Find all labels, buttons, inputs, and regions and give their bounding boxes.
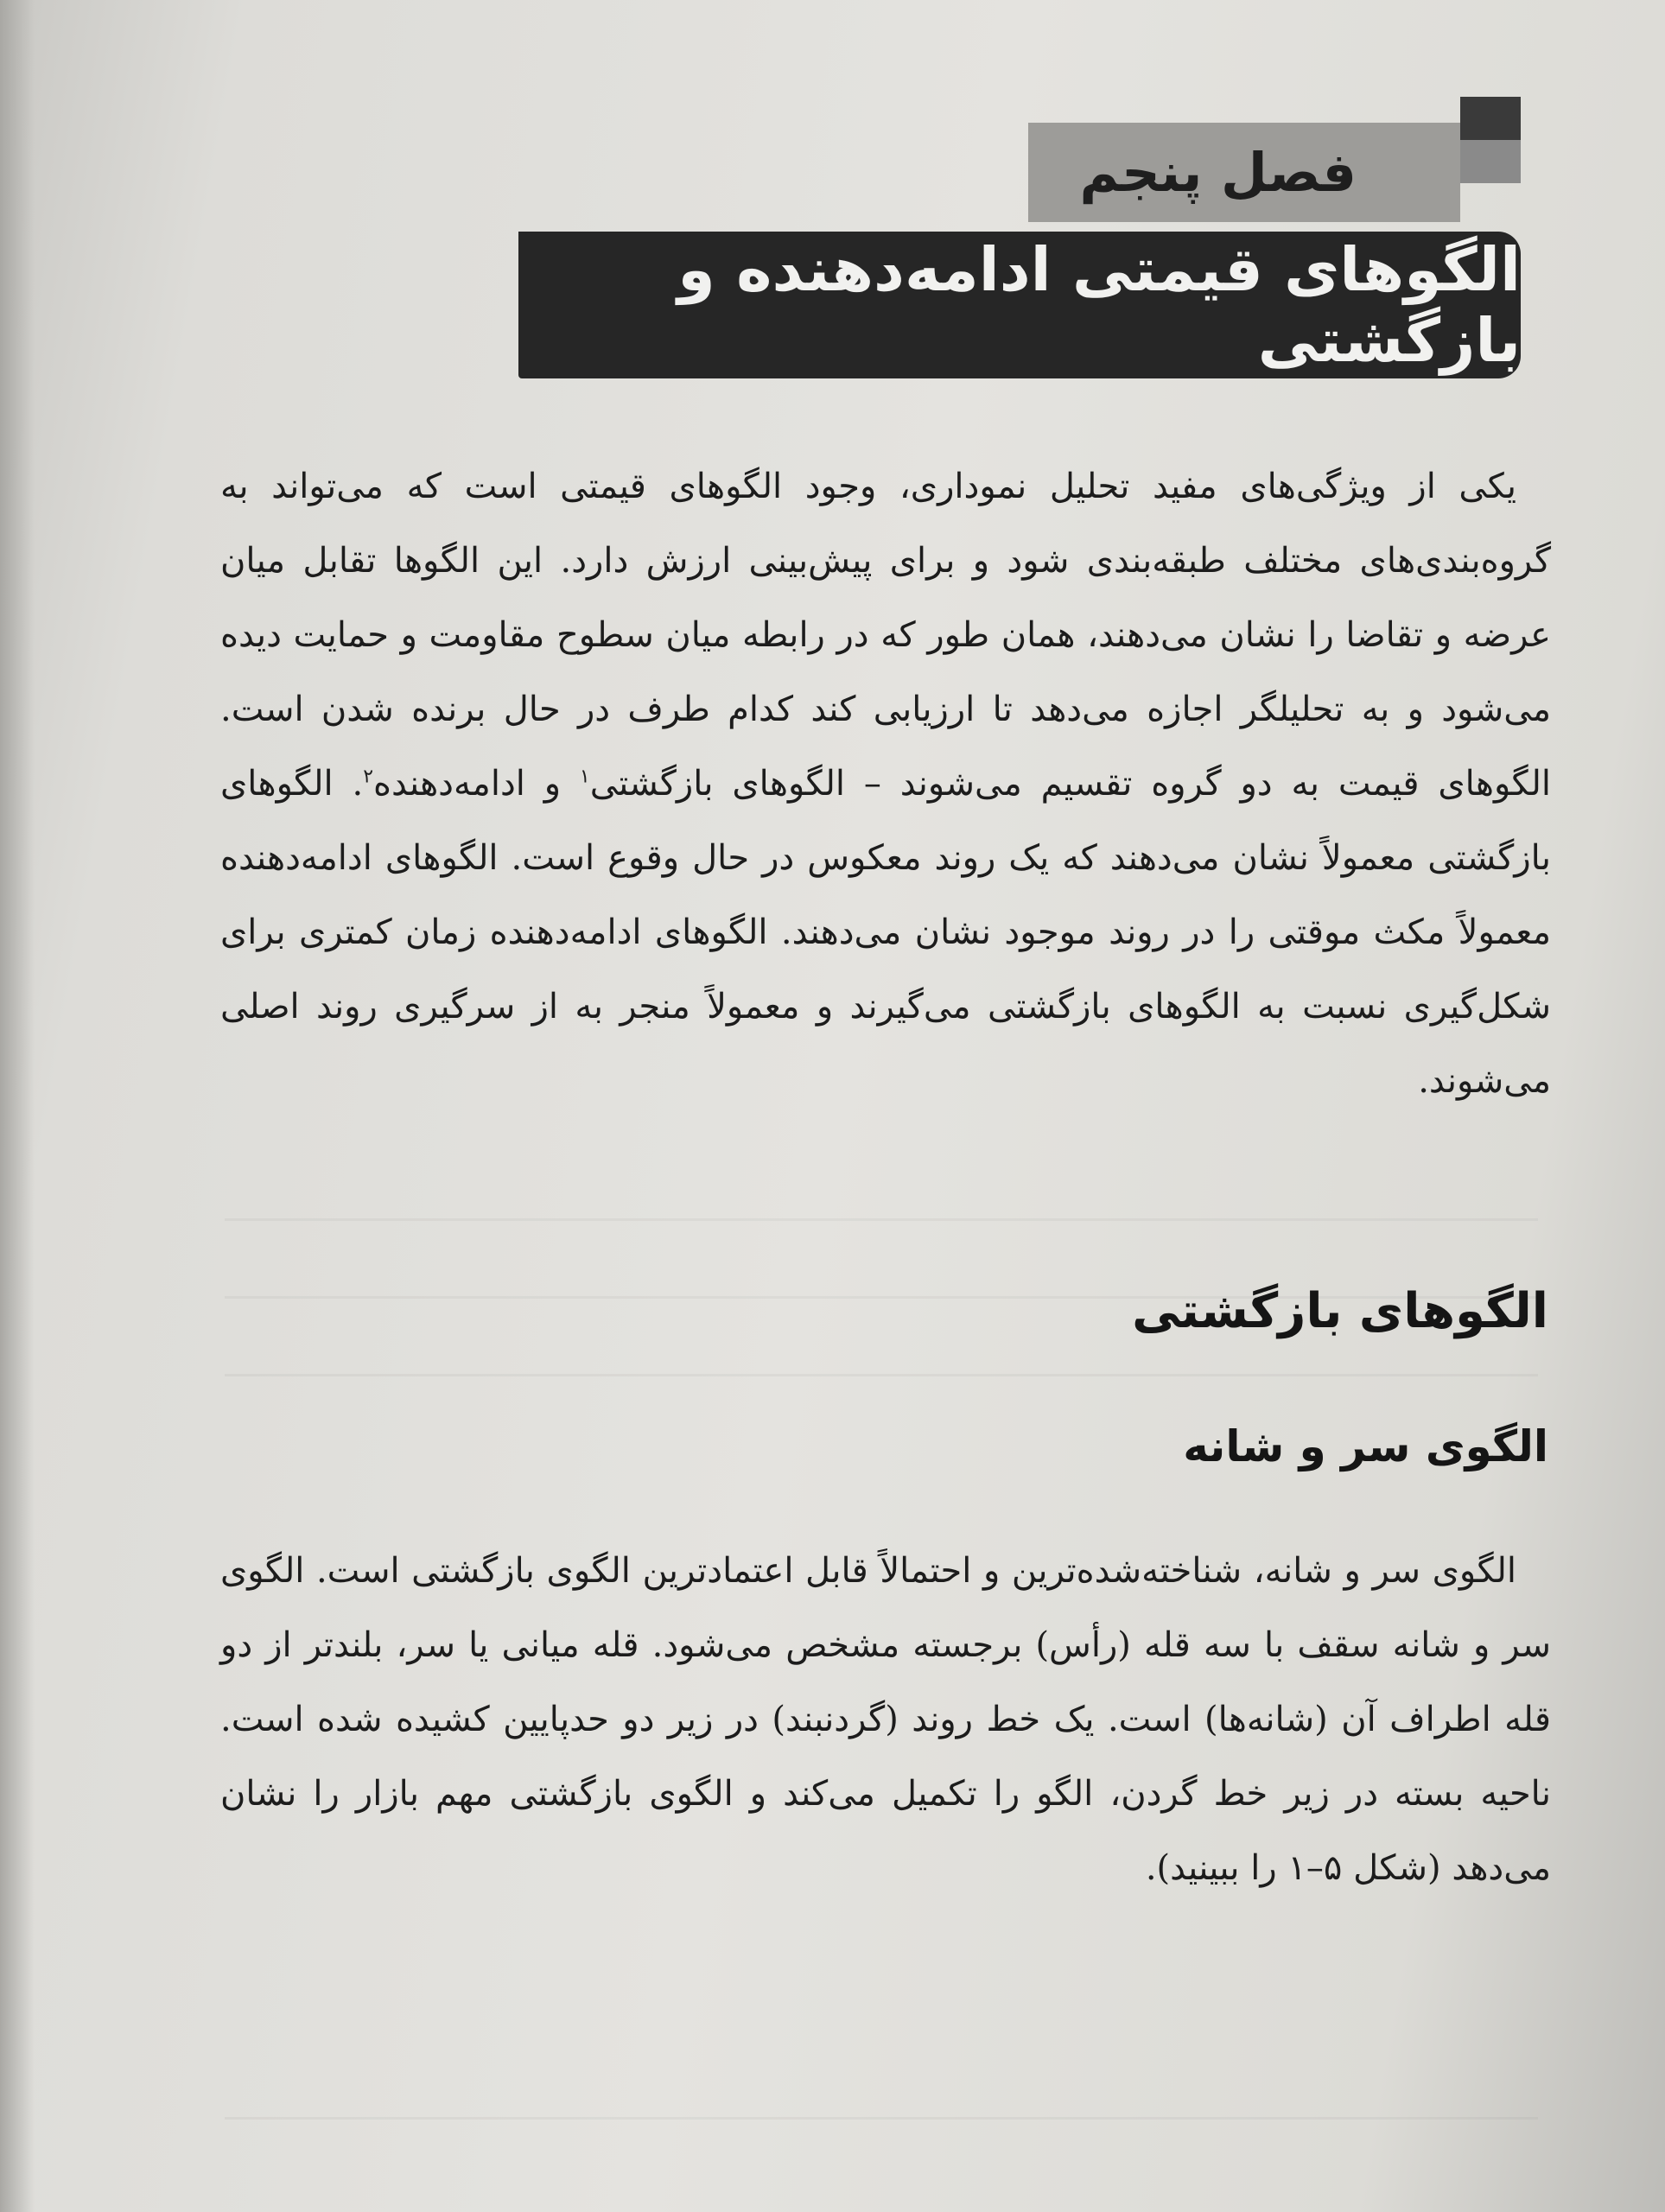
show-through-line (225, 1374, 1538, 1376)
footnote-marker-2: ۲ (363, 766, 374, 788)
intro-text-part-3: . الگوهای بازگشتی معمولاً نشان می‌دهند که یک روند معکوس در حال وقوع است. الگوهای ادامه‌دهنده معمولاً مکث موقتی را در روند موجود نشان می‌دهند. الگوهای ادامه‌دهنده زمان کمتری برای شکل‌گیری نسبت به الگوهای بازگشتی می‌گیرند و معمولاً منجر به از سرگیری روند اصلی می‌شوند. (220, 764, 1551, 1101)
header-decor-square-mid (1460, 140, 1521, 183)
intro-text-part-1: یکی از ویژگی‌های مفید تحلیل نموداری، وجود الگوهای قیمتی است که می‌تواند به گروه‌بندی‌های مختلف طبقه‌بندی شود و برای پیش‌بینی ارزش دارد. این الگوها تقابل میان عرضه و تقاضا را نشان می‌دهند، همان طور که در رابطه میان سطوح مقاومت و حمایت دیده می‌شود و به تحلیلگر اجازه می‌دهد تا ارزیابی کند کدام طرف در حال برنده شدن است. الگوهای قیمت به دو گروه تقسیم می‌شوند – الگوهای بازگشتی (220, 467, 1552, 804)
chapter-label: فصل پنجم (1079, 141, 1357, 204)
header-decor-square-dark (1460, 97, 1521, 140)
chapter-title: الگوهای قیمتی ادامه‌دهنده و بازگشتی (677, 234, 1521, 376)
section-heading: الگوهای بازگشتی (1132, 1283, 1548, 1339)
intro-text-part-2: و ادامه‌دهنده (373, 764, 580, 804)
section-subheading: الگوی سر و شانه (1183, 1421, 1548, 1471)
page-gutter-shadow (0, 0, 35, 2212)
chapter-label-box (1028, 123, 1460, 222)
intro-paragraph (220, 449, 1551, 1118)
chapter-title-bar (518, 232, 1521, 378)
footnote-marker-1: ۱ (579, 766, 590, 788)
show-through-line (225, 2117, 1538, 2120)
section-paragraph: الگوی سر و شانه، شناخته‌شده‌ترین و احتمالاً قابل اعتمادترین الگوی بازگشتی است. الگوی سر و شانه سقف با سه قله (رأس) برجسته مشخص می‌شود. قله میانی یا سر، بلندتر از دو قله اطراف آن (شانه‌ها) است. یک خط روند (گردنبند) در زیر دو حدپایین کشیده شده است. ناحیه بسته در زیر خط گردن، الگو را تکمیل می‌کند و الگوی بازگشتی مهم بازار را نشان می‌دهد (شکل ۵–۱ را ببینید). (220, 1551, 1551, 1888)
show-through-line (225, 1218, 1538, 1221)
